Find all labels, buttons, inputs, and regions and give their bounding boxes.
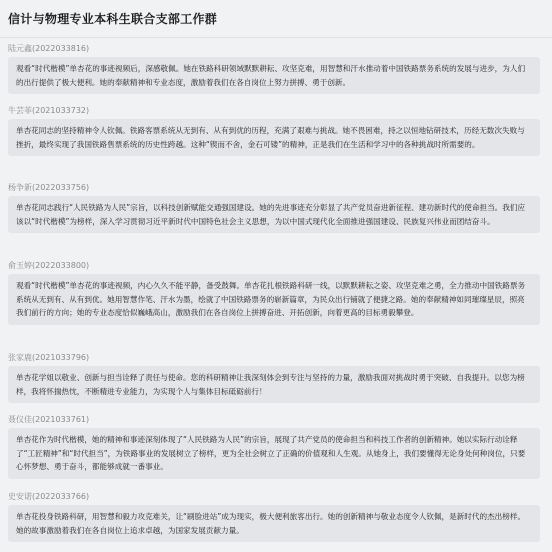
message-feed[interactable] <box>0 39 552 552</box>
chat-header <box>0 0 552 38</box>
sender-name: 聂仪佳(2021033761) <box>8 415 90 424</box>
message-bubble[interactable]: 单杏花同志践行“人民铁路为人民”宗旨，以科技创新赋能交通强国建设。她的先进事迹充分彰显了共产党员奋进新征程、建功新时代的使命担当。我们应该以“时代楷模”为榜样，深入学习贯彻习近平新时代中国特色社会主义思想，为以中国式现代化全面推进强国建设、民族复兴伟业而团结奋斗。 <box>8 196 540 233</box>
sender-name: 杨争新(2022033756) <box>8 183 90 192</box>
sender-name: 史安诺(2022033766) <box>8 492 90 501</box>
sender-name: 俞玉婷(2022033800) <box>8 261 90 270</box>
message-bubble[interactable]: 单杏花投身铁路科研，用智慧和毅力攻克难关，让“刷脸进站”成为现实，极大便利旅客出行。她的创新精神与敬业态度令人钦佩，是新时代的杰出榜样。她的故事激励着我们在各自岗位上追求卓越，为国家发展贡献力量。 <box>8 505 540 542</box>
message-bubble[interactable]: 单杏花作为时代楷模，她的精神和事迹深刻体现了“人民铁路为人民”的宗旨，展现了共产党员的使命担当和科技工作者的创新精神。她以实际行动诠释了“工匠精神”和“时代担当”，为铁路事业的发展树立了榜样，更为全社会树立了正确的价值观和人生观。从她身上，我们要懂得无论身处何种岗位，只要心怀梦想、勇于奋斗，都能够成就一番事业。 <box>8 428 540 479</box>
message-bubble[interactable]: 观看“时代楷模”单杏花的事迹视频后，深感敬佩。她在铁路科研领域默默耕耘、攻坚克难，用智慧和汗水推动着中国铁路票务系统的发展与进步，为人们的出行提供了极大便利。她的奉献精神和专业态度，激励着我们在各自岗位上努力拼搏、勇于创新。 <box>8 57 540 94</box>
sender-name: 陆元鑫(2022033816) <box>8 44 90 53</box>
message-bubble[interactable]: 观看“时代楷模”单杏花的事迹视频，内心久久不能平静，备受鼓舞。单杏花扎根铁路科研一线，以默默耕耘之姿、攻坚克难之勇，全力推动中国铁路票务系统从无到有、从有到优。她用智慧作笔、汗水为墨，绘就了中国铁路票务的崭新篇章，为民众出行铺就了便捷之路。她的奉献精神如同璀璨星辰，照亮我们前行的方向；她的专业态度恰似巍峨高山，激励我们在各自岗位上拼搏奋进、开拓创新，向着更高的目标勇毅攀登。 <box>8 274 540 325</box>
group-title: 信计与物理专业本科生联合支部工作群 <box>8 12 218 26</box>
message-bubble[interactable]: 单杏花同志的坚持精神令人钦佩。铁路客票系统从无到有、从有到优的历程，充满了艰难与挑战。她不畏困难，持之以恒地钻研技术，历经无数次失败与挫折，最终实现了我国铁路售票系统的历史性跨越。这种“锲而不舍，金石可镂”的精神，正是我们在生活和学习中的各种挑战时所需要的。 <box>8 119 540 156</box>
message-bubble[interactable]: 单杏花学姐以敬业、创新与担当诠释了责任与使命。您的科研精神让我深刻体会到专注与坚持的力量，激励我面对挑战时勇于突破、自我提升。以您为榜样，我将怀揣热忱，不断精进专业能力，为实现个人与集体目标砥砺前行！ <box>8 366 540 403</box>
sender-name: 牛芸菲(2021033732) <box>8 106 90 115</box>
sender-name: 张家鹿(2021033796) <box>8 353 90 362</box>
